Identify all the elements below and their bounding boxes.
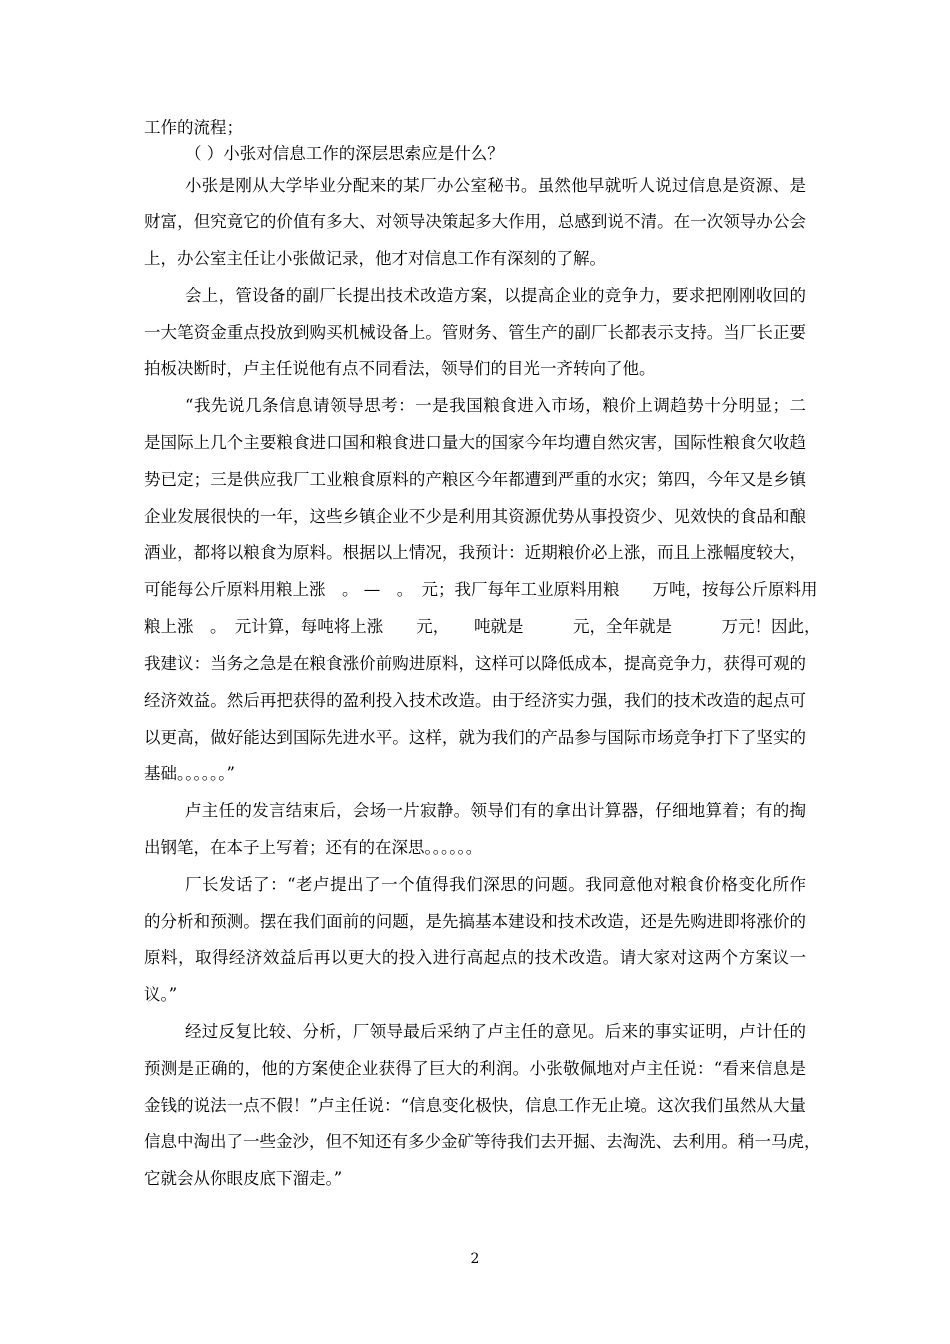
paragraph-line: 会上，管设备的副厂长提出技术改造方案，以提高企业的竞争力，要求把刚刚收回的 bbox=[185, 286, 806, 305]
paragraph-line: 的分析和预测。摆在我们面前的问题，是先搞基本建设和技术改造，还是先购进即将涨价的 bbox=[144, 912, 806, 931]
paragraph-line: 经过反复比较、分析，厂领导最后采纳了卢主任的意见。后来的事实证明，卢计任的 bbox=[185, 1022, 806, 1041]
paragraph-line: 一大笔资金重点投放到购买机械设备上。管财务、管生产的副厂长都表示支持。当厂长正要 bbox=[144, 323, 806, 342]
paragraph-line: 预测是正确的，他的方案使企业获得了巨大的利润。小张敬佩地对卢主任说：“看来信息是 bbox=[144, 1059, 806, 1078]
paragraph-line: 原料，取得经济效益后再以更大的投入进行高起点的技术改造。请大家对这两个方案议一 bbox=[144, 948, 806, 967]
paragraph-line: 厂长发话了：“老卢提出了一个值得我们深思的问题。我同意他对粮食价格变化所作 bbox=[185, 875, 806, 894]
paragraph-line: 小张是刚从大学毕业分配来的某厂办公室秘书。虽然他早就听人说过信息是资源、是 bbox=[185, 176, 806, 195]
paragraph-line: 我建议：当务之急是在粮食涨价前购进原料，这样可以降低成本，提高竞争力，获得可观的 bbox=[144, 654, 806, 673]
paragraph-line: 势已定；三是供应我厂工业粮食原料的产粮区今年都遭到严重的水灾；第四，今年又是乡镇 bbox=[144, 470, 806, 489]
paragraph-line: 基础。。。。。。” bbox=[144, 764, 235, 783]
paragraph-line: 经济效益。然后再把获得的盈利投入技术改造。由于经济实力强，我们的技术改造的起点可 bbox=[144, 691, 806, 710]
paragraph-line: 酒业，都将以粮食为原料。根据以上情况，我预计：近期粮价必上涨，而且上涨幅度较大， bbox=[144, 543, 806, 562]
paragraph-line: 它就会从你眼皮底下溜走。” bbox=[144, 1169, 343, 1188]
paragraph-line: 企业发展很快的一年，这些乡镇企业不少是利用其资源优势从事投资少、见效快的食品和酿 bbox=[144, 507, 806, 526]
question-line: （ ）小张对信息工作的深层思索应是什么？ bbox=[185, 144, 504, 163]
paragraph-line: 信息中淘出了一些金沙，但不知还有多少金矿等待我们去开掘、去淘洗、去利用。稍一马虎， bbox=[144, 1132, 821, 1151]
paragraph-line: 以更高，做好能达到国际先进水平。这样，就为我们的产品参与国际市场竞争打下了坚实的 bbox=[144, 728, 806, 747]
paragraph-line: “我先说几条信息请领导思考：一是我国粮食进入市场，粮价上调趋势十分明显；二 bbox=[185, 396, 806, 415]
paragraph-line: 金钱的说法一点不假！”卢主任说：“信息变化极快，信息工作无止境。这次我们虽然从大量 bbox=[144, 1096, 806, 1115]
paragraph-line: 出钢笔，在本子上写着；还有的在深思。。。。。。 bbox=[144, 838, 483, 857]
paragraph-line: 粮上涨 。 元计算，每吨将上涨 元， 吨就是 元，全年就是 万元！因此， bbox=[144, 617, 821, 636]
paragraph-line: 议。” bbox=[144, 985, 178, 1004]
paragraph-line: 是国际上几个主要粮食进口国和粮食进口量大的国家今年均遭自然灾害，国际性粮食欠收趋 bbox=[144, 433, 806, 452]
page-number: 2 bbox=[470, 1251, 480, 1267]
paragraph-line: 卢主任的发言结束后，会场一片寂静。领导们有的拿出计算器，仔细地算着；有的掏 bbox=[185, 801, 806, 820]
paragraph-line: 拍板决断时，卢主任说他有点不同看法，领导们的目光一齐转向了他。 bbox=[144, 359, 656, 378]
paragraph-line: 可能每公斤原料用粮上涨 。 — 。 元；我厂每年工业原料用粮 万吨，按每公斤原料用 bbox=[144, 580, 818, 599]
text-line: 工作的流程； bbox=[144, 118, 243, 137]
paragraph-line: 财富，但究竟它的价值有多大、对领导决策起多大作用，总感到说不清。在一次领导办公会 bbox=[144, 212, 806, 231]
paragraph-line: 上，办公室主任让小张做记录，他才对信息工作有深刻的了解。 bbox=[144, 249, 606, 268]
